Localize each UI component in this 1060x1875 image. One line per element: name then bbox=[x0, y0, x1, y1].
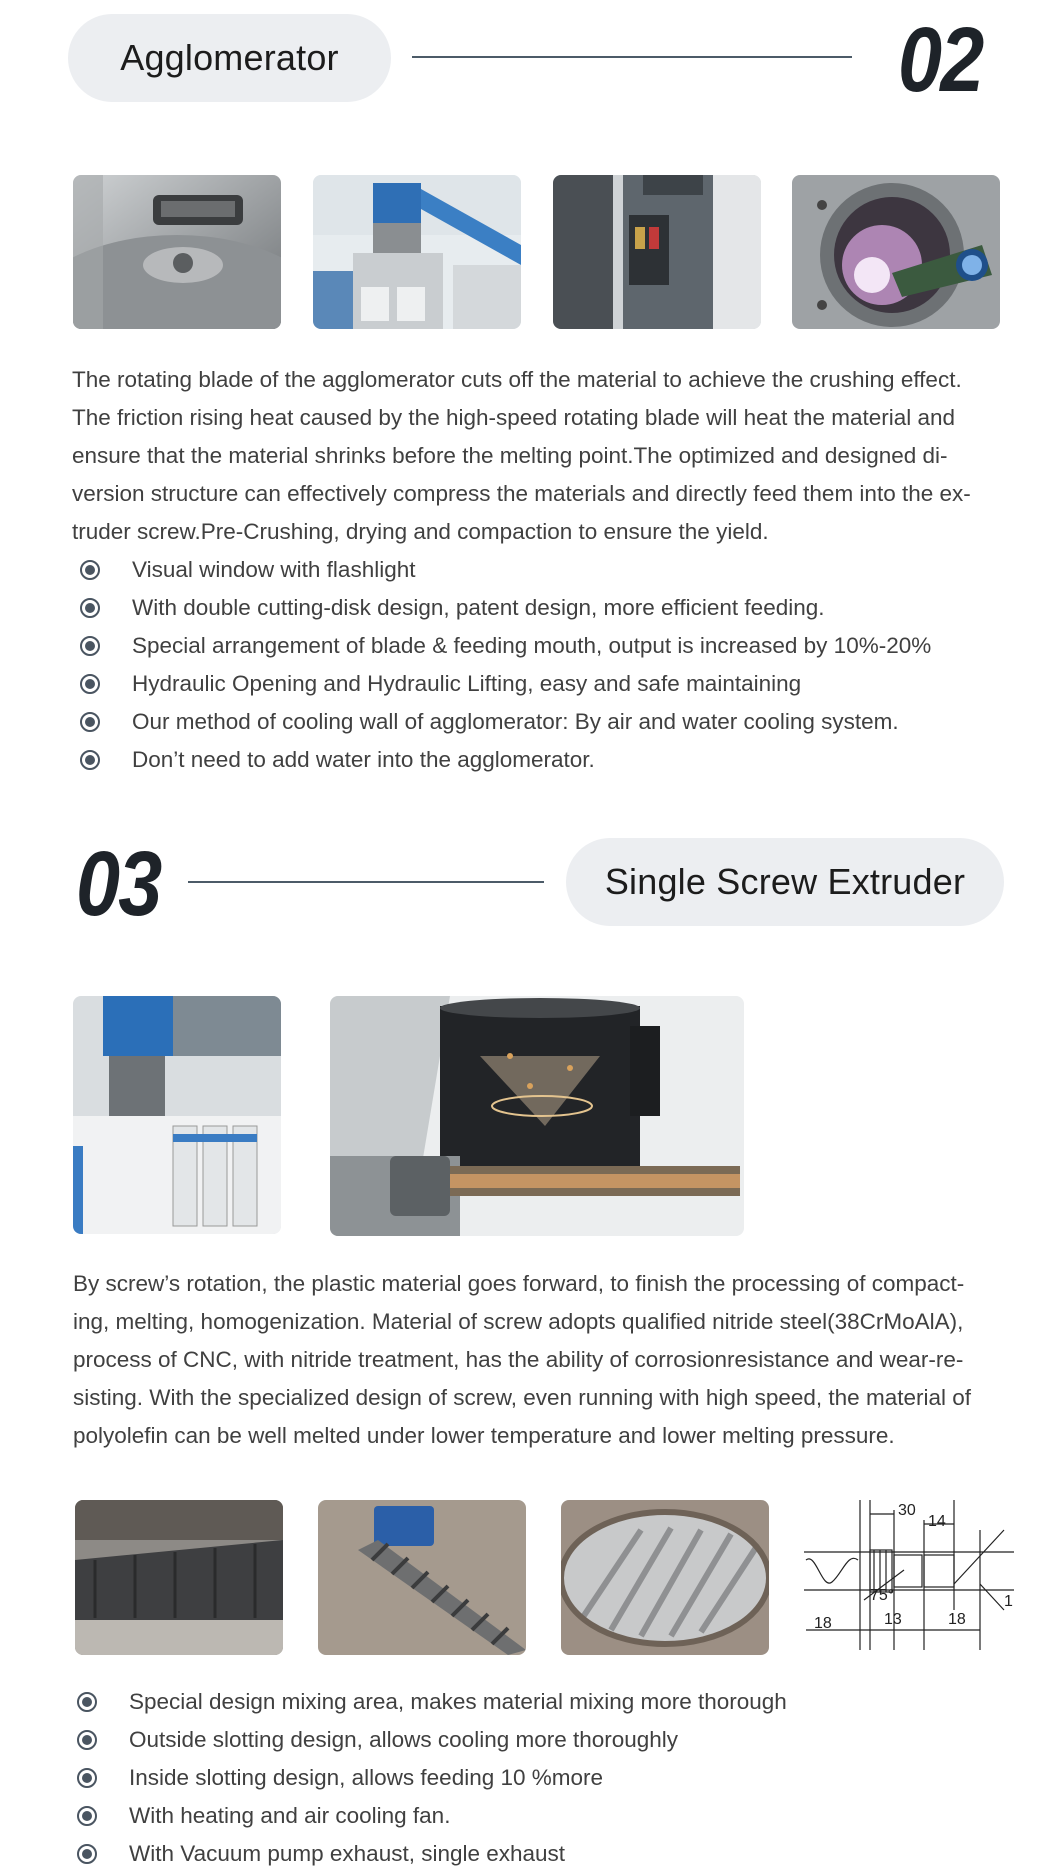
radio-bullet-icon bbox=[77, 1844, 97, 1864]
radio-bullet-icon bbox=[77, 1806, 97, 1826]
agglomerator-window-photo bbox=[792, 175, 1000, 329]
list-item-text: Outside slotting design, allows cooling more thoroughly bbox=[129, 1727, 679, 1752]
section-03-description bbox=[73, 1265, 1013, 1455]
list-item bbox=[80, 741, 931, 779]
section-02-divider bbox=[412, 56, 852, 58]
list-item bbox=[80, 589, 931, 627]
section-02-title: Agglomerator bbox=[68, 14, 391, 102]
screw-closeup-photo bbox=[318, 1500, 526, 1655]
section-03-number: 03 bbox=[76, 833, 161, 935]
radio-bullet-icon bbox=[77, 1730, 97, 1750]
section-02-description bbox=[72, 361, 1012, 551]
radio-bullet-icon bbox=[80, 560, 100, 580]
description-line: ensure that the material shrinks before the melting point.The optimized and designed di- bbox=[72, 443, 948, 468]
list-item-text: Don’t need to add water into the agglomerator. bbox=[132, 747, 595, 772]
drawing-dim-75: 75° bbox=[870, 1587, 895, 1604]
list-item-text: Special design mixing area, makes material mixing more thorough bbox=[129, 1689, 787, 1714]
radio-bullet-icon bbox=[80, 750, 100, 770]
description-line: ing, melting, homogenization. Material of screw adopts qualified nitride steel(38CrMoAlA), bbox=[73, 1309, 964, 1334]
extruder-machine-photo bbox=[73, 996, 281, 1234]
list-item bbox=[77, 1721, 787, 1759]
drawing-dim-30: 30 bbox=[898, 1502, 916, 1519]
screw-technical-drawing bbox=[804, 1500, 1014, 1655]
barrel-slotting-photo bbox=[561, 1500, 769, 1655]
description-line: The rotating blade of the agglomerator cuts off the material to achieve the crushing effect. bbox=[72, 367, 962, 392]
radio-bullet-icon bbox=[80, 598, 100, 618]
list-item-text: Hydraulic Opening and Hydraulic Lifting, easy and safe maintaining bbox=[132, 671, 802, 696]
radio-bullet-icon bbox=[80, 636, 100, 656]
drawing-dim-1: 1 bbox=[1004, 1593, 1013, 1610]
list-item-text: Our method of cooling wall of agglomerator: By air and water cooling system. bbox=[132, 709, 899, 734]
section-02-feature-list bbox=[80, 551, 931, 779]
list-item-text: With heating and air cooling fan. bbox=[129, 1803, 451, 1828]
radio-bullet-icon bbox=[80, 712, 100, 732]
list-item bbox=[77, 1835, 787, 1873]
description-line: version structure can effectively compress the materials and directly feed them into the ex- bbox=[72, 481, 971, 506]
description-line: process of CNC, with nitride treatment, has the ability of corrosionresistance and wear-re- bbox=[73, 1347, 964, 1372]
list-item bbox=[77, 1683, 787, 1721]
list-item bbox=[80, 703, 931, 741]
list-item-text: Visual window with flashlight bbox=[132, 557, 416, 582]
agglomerator-column-photo bbox=[553, 175, 761, 329]
section-02-number: 02 bbox=[898, 9, 983, 111]
list-item-text: With double cutting-disk design, patent design, more efficient feeding. bbox=[132, 595, 825, 620]
list-item bbox=[80, 551, 931, 589]
section-03-title: Single Screw Extruder bbox=[566, 838, 1004, 926]
list-item bbox=[80, 665, 931, 703]
description-line: polyolefin can be well melted under lower temperature and lower melting pressure. bbox=[73, 1423, 895, 1448]
description-line: truder screw.Pre-Crushing, drying and compaction to ensure the yield. bbox=[72, 519, 769, 544]
list-item-text: With Vacuum pump exhaust, single exhaust bbox=[129, 1841, 566, 1866]
drawing-dim-18a: 18 bbox=[814, 1615, 832, 1632]
description-line: sisting. With the specialized design of screw, even running with high speed, the material of bbox=[73, 1385, 971, 1410]
list-item-text: Special arrangement of blade & feeding mouth, output is increased by 10%-20% bbox=[132, 633, 932, 658]
list-item bbox=[77, 1759, 787, 1797]
list-item-text: Inside slotting design, allows feeding 10 %more bbox=[129, 1765, 604, 1790]
agglomerator-line-photo bbox=[313, 175, 521, 329]
radio-bullet-icon bbox=[80, 674, 100, 694]
list-item bbox=[77, 1797, 787, 1835]
section-03-feature-list bbox=[77, 1683, 787, 1873]
description-line: By screw’s rotation, the plastic material goes forward, to finish the processing of compact- bbox=[73, 1271, 965, 1296]
section-03-divider bbox=[188, 881, 544, 883]
description-line: The friction rising heat caused by the high-speed rotating blade will heat the material and bbox=[72, 405, 956, 430]
drawing-dim-18b: 18 bbox=[948, 1611, 966, 1628]
agglomerator-blade-photo bbox=[73, 175, 281, 329]
screw-barrel-photo bbox=[75, 1500, 283, 1655]
list-item bbox=[80, 627, 931, 665]
radio-bullet-icon bbox=[77, 1692, 97, 1712]
drawing-dim-13: 13 bbox=[884, 1611, 902, 1628]
radio-bullet-icon bbox=[77, 1768, 97, 1788]
extruder-feeding-render bbox=[330, 996, 744, 1236]
drawing-dim-14: 14 bbox=[928, 1513, 946, 1530]
